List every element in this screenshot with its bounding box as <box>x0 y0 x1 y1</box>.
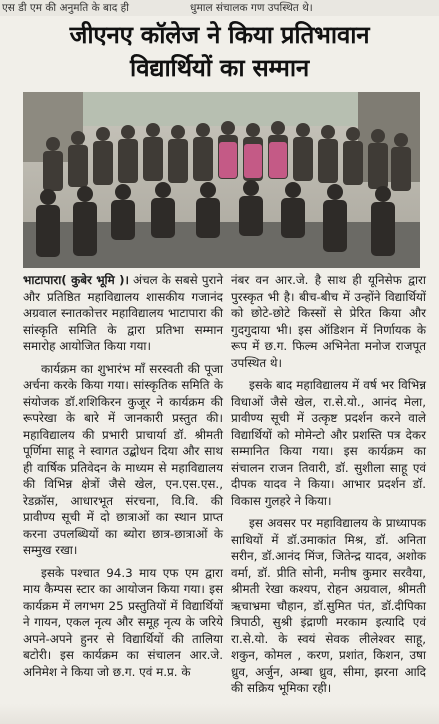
article-paragraph: नंबर वन आर.जे. है साथ ही यूनिसेफ द्वारा पुरस्कृत भी है। बीच-बीच में उन्होंने विद्यार्थियों को छोटे-छोटे किस्सों से प्रेरित किया और गुदगुदाया भी। इस ऑडिशन में निर्णायक के रूप में छ.ग. फिल्म अभिनेता मनोज राजपूत उपस्थित थे। <box>231 273 426 370</box>
article-paragraph: इस अवसर पर महाविद्यालय के प्राध्यापक साथियों में डॉ.उमाकांत मिश्र, डॉ. अनिता सरीन, डॉ.आनंद मिंज, जितेन्द्र यादव, अशोक वर्मा, डॉ. प्रीति सोनी, मनीष कुमार सरवैया, श्रीमती रेखा कश्यप, रोहन अग्रवाल, श्रीमती ऋचाभ्रमा चौहान, डॉ.सुमित पंत, डॉ.दीपिका त्रिपाठी, सुश्री इंद्राणी मरकाम इत्यादि एवं रा.से.यो. के स्वयं सेवक लीलेश्वर साहू, शकुन, कोमल , करण, प्रशांत, किशन, उषा ध्रुव, अर्जुन, अम्बा ध्रुव, सीमा, झरना आदि की सक्रिय भूमिका रही। <box>231 516 426 695</box>
paragraph-text: अंचल के सबसे पुराने और प्रतिष्ठित महाविद्यालय शासकीय गजानंद अग्रवाल स्नातकोत्तर महाविद्यालय भाटापारा की सांस्कृति समिति के द्वारा प्रतिभा सम्मान समारोह आयोजित किया गया। <box>23 273 223 353</box>
page-fold <box>0 704 439 724</box>
strip-right-text: धुमाल संचालक गण उपस्थित थे। <box>190 2 313 14</box>
headline-line-2: विद्यार्थियों का सम्मान <box>129 54 310 82</box>
dateline: भाटापारा( कुबेर भूमि )। <box>23 273 130 287</box>
headline <box>0 18 439 84</box>
article-column-left <box>23 272 223 680</box>
headline-line-1: जीएनए कॉलेज ने किया प्रतिभावान <box>69 21 370 49</box>
article-paragraph <box>23 272 223 355</box>
article-paragraph: इसके पश्चात 94.3 माय एफ एम द्वारा माय कैम्पस स्टार का आयोजन किया गया। इस कार्यक्रम में लगभग 25 प्रस्तुतियों में विद्यार्थियों ने गायन, एकल नृत्य और समूह नृत्य के जरिये अपने-अपने हुनर से विद्यार्थियों की तालिया बटोरी। इस कार्यक्रम का संचालन आर.जे. अनिमेश ने किया जो छ.ग. एवं म.प्र. के <box>23 565 223 679</box>
article-paragraph: इसके बाद महाविद्यालय में वर्ष भर विभिन्न विधाओं जैसे खेल, रा.से.यो., आनंद मेला, प्रावीण्य सूची में उत्कृष्ट प्रदर्शन करने वाले विद्यार्थियों को मोमेन्टो और प्रशस्ति पत्र देकर सम्मानित किया गया। इस कार्यक्रम का संचालन राजन तिवारी, डॉ. सुशीला साहू एवं दीपक यादव ने किया। आभार प्रदर्शन डॉ. विकास गुलहरे ने किया। <box>231 378 426 508</box>
previous-article-strip <box>0 0 439 16</box>
strip-left-text: एस डी एम की अनुमति के बाद ही <box>2 2 129 14</box>
article-paragraph: कार्यक्रम का शुभारंभ माँ सरस्वती की पूजा अर्चना करके किया गया। सांस्कृतिक समिति के संयोजक डॉ.शशिकिरन कुजूर ने कार्यक्रम की रूपरेखा के बारे में जानकारी प्रस्तुत की। महाविद्यालय की प्रभारी प्राचार्या डॉ. श्रीमती पूर्णिमा साहू ने स्वागत उद्बोधन दिया और साथ ही वार्षिक प्रतिवेदन के माध्यम से महाविद्यालय की विभिन्न क्षेत्रों जैसे खेल, एन.एस.एस., रेडक्रॉस, आधारभूत संरचना, वि.वि. की प्रावीण्य सूची में दो छात्राओं का स्थान प्राप्त करना उपलब्धियों का ब्योरा छात्र-छात्राओं के सम्मुख रखा। <box>23 361 223 557</box>
article-column-right <box>231 272 426 697</box>
group-photo <box>23 92 420 268</box>
group-photo-icon <box>23 92 420 268</box>
